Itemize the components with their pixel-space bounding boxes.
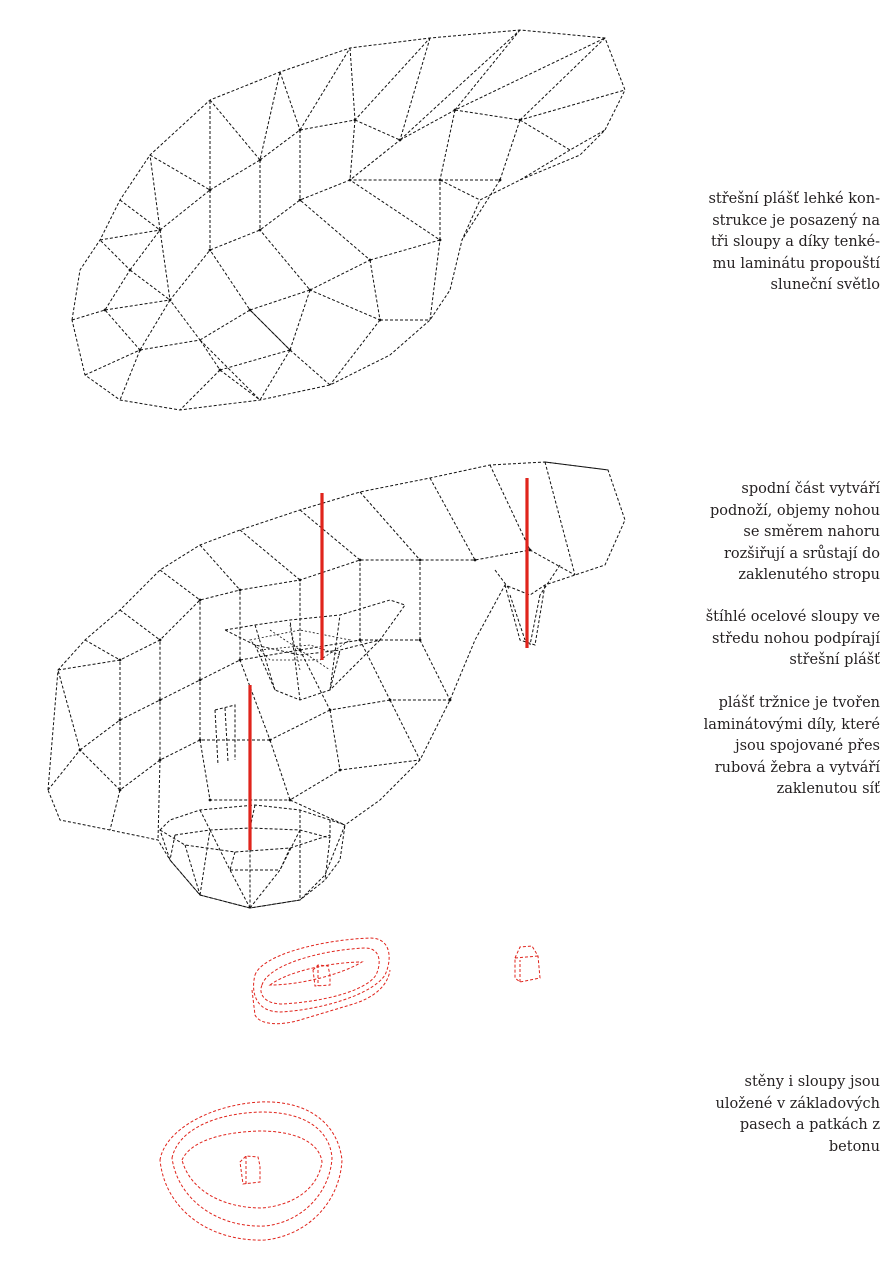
- caption-foundations: stěny i sloupy jsou uložené v základových pasech a patkách z betonu: [715, 1074, 880, 1155]
- caption-lower-part: spodní část vytváří podnoží, objemy nohou se směrem nahoru rozšiřují a srůstají do zaklenutého stropu: [710, 481, 880, 583]
- caption-roof-shell: střešní plášť lehké kon- strukce je posazený na tři sloupy a díky tenké- mu laminátu propouští sluneční světlo: [708, 191, 880, 293]
- foundation-footing-right: [515, 946, 540, 982]
- caption-laminate-shell: plášť tržnice je tvořen laminátovými díly, které jsou spojované přes rubová žebra a vytváří zaklenutou síť: [703, 695, 880, 797]
- caption-steel-columns: štíhlé ocelové sloupy ve středu nohou podpírají střešní plášť: [705, 609, 880, 668]
- market-hall-shell-wireframe: [48, 462, 625, 908]
- roof-shell-wireframe: [72, 30, 625, 410]
- steel-columns: [250, 478, 527, 850]
- foundation-strip-lower: [160, 1102, 342, 1240]
- foundation-strip-upper: [252, 938, 390, 1024]
